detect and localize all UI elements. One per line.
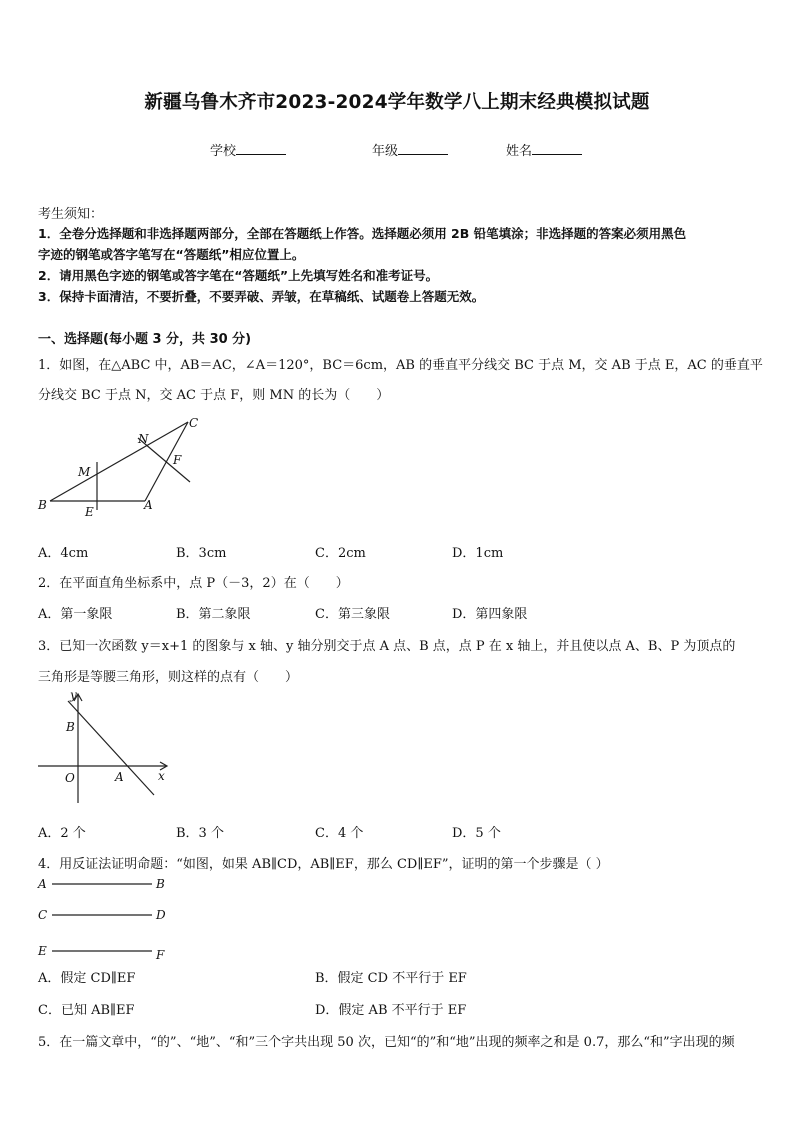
q3-label-o: O <box>65 771 75 785</box>
q4-option-d[interactable]: D．假定 AB 不平行于 EF <box>315 1003 467 1018</box>
q3-option-b[interactable]: B．3 个 <box>176 826 224 841</box>
notice-line-2: 2．请用黑色字迹的钢笔或答字笔在“答题纸”上先填写姓名和准考证号。 <box>38 268 439 283</box>
q3-option-d[interactable]: D．5 个 <box>452 826 501 841</box>
q3-text-line2: 三角形是等腰三角形，则这样的点有（ ） <box>38 670 299 685</box>
school-blank <box>236 142 286 155</box>
q4-label-b: B <box>156 877 165 891</box>
q1-label-e: E <box>85 505 94 519</box>
grade-blank <box>398 142 448 155</box>
notice-heading: 考生须知： <box>38 207 104 222</box>
q2-option-d[interactable]: D．第四象限 <box>452 607 528 622</box>
q4-option-b[interactable]: B．假定 CD 不平行于 EF <box>315 971 467 986</box>
name-field <box>506 140 582 159</box>
q1-triangle-figure <box>30 410 210 525</box>
q4-label-d: D <box>156 908 166 922</box>
notice-line-1a: 1．全卷分选择题和非选择题两部分，全部在答题纸上作答。选择题必须用 2B 铅笔填涂；非选择题的答案必须用黑色 <box>38 226 687 241</box>
q5-text: 5．在一篇文章中，“的”、“地”、“和”三个字共出现 50 次，已知“的”和“地”出现的频率之和是 0.7，那么“和”字出现的频 <box>38 1035 735 1050</box>
q2-text: 2．在平面直角坐标系中，点 P（－3，2）在（ ） <box>38 576 349 591</box>
q1-text-line1: 1．如图，在△ABC 中，AB＝AC，∠A＝120°，BC＝6cm，AB 的垂直平分线交 BC 于点 M，交 AB 于点 E，AC 的垂直平 <box>38 358 763 373</box>
q4-text: 4．用反证法证明命题：“如图，如果 AB∥CD，AB∥EF，那么 CD∥EF”，证明的第一个步骤是（ ） <box>38 857 609 872</box>
q1-option-d[interactable]: D．1cm <box>452 546 504 561</box>
q3-option-a[interactable]: A．2 个 <box>38 826 86 841</box>
notice-line-3: 3．保持卡面清洁，不要折叠，不要弄破、弄皱，在草稿纸、试题卷上答题无效。 <box>38 289 485 304</box>
q3-text-line1: 3．已知一次函数 y＝x+1 的图象与 x 轴、y 轴分别交于点 A 点、B 点，点 P 在 x 轴上，并且使以点 A、B、P 为顶点的 <box>38 639 736 654</box>
q3-function-line <box>68 701 154 795</box>
q1-label-c: C <box>189 416 199 430</box>
page-title: 新疆乌鲁木齐市2023-2024学年数学八上期末经典模拟试题 <box>144 92 650 113</box>
q1-text-line2: 分线交 BC 于点 N，交 AC 于点 F，则 MN 的长为（ ） <box>38 388 390 403</box>
q4-option-a[interactable]: A．假定 CD∥EF <box>38 971 136 986</box>
school-label: 学校 <box>210 144 237 159</box>
school-field <box>210 140 286 159</box>
q3-label-x: x <box>158 769 165 783</box>
q1-label-n: N <box>138 432 149 446</box>
q3-option-c[interactable]: C．4 个 <box>315 826 364 841</box>
q4-label-c: C <box>38 908 48 922</box>
q1-option-c[interactable]: C．2cm <box>315 546 366 561</box>
q3-label-b: B <box>66 720 75 734</box>
q1-label-f: F <box>173 453 182 467</box>
name-label: 姓名 <box>506 144 533 159</box>
q4-parallel-lines-figure <box>30 870 180 962</box>
q3-label-a: A <box>115 770 124 784</box>
name-blank <box>532 142 582 155</box>
q1-option-a[interactable]: A．4cm <box>38 546 89 561</box>
q1-segment-bc <box>50 422 188 501</box>
notice-line-1b: 字迹的钢笔或答字笔写在“答题纸”相应位置上。 <box>38 247 305 262</box>
q4-label-a: A <box>38 877 47 891</box>
q2-option-c[interactable]: C．第三象限 <box>315 607 390 622</box>
q1-option-b[interactable]: B．3cm <box>176 546 227 561</box>
grade-label: 年级 <box>372 144 399 159</box>
q3-label-y: y <box>70 688 77 702</box>
section-heading: 一、选择题(每小题 3 分，共 30 分) <box>38 332 252 347</box>
q4-label-e: E <box>38 944 47 958</box>
q3-coordinate-figure <box>30 685 180 805</box>
q1-label-a: A <box>144 498 153 512</box>
q4-label-f: F <box>156 948 165 962</box>
q2-option-a[interactable]: A．第一象限 <box>38 607 113 622</box>
q1-label-b: B <box>38 498 47 512</box>
q1-label-m: M <box>78 465 91 479</box>
q2-option-b[interactable]: B．第二象限 <box>176 607 251 622</box>
q4-option-c[interactable]: C．已知 AB∥EF <box>38 1003 135 1018</box>
grade-field <box>372 140 448 159</box>
